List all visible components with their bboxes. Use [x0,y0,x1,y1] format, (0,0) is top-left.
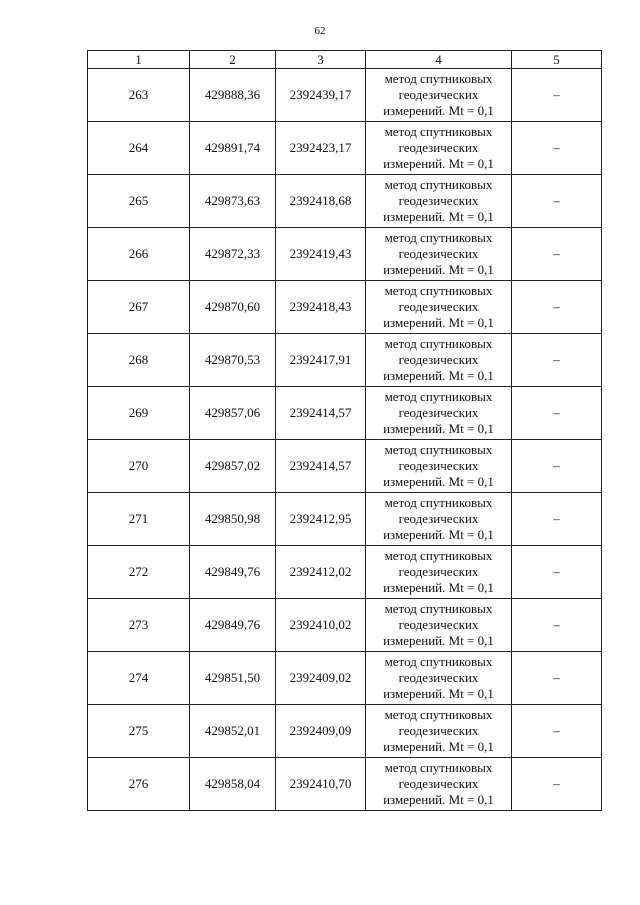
coordinates-table [87,50,602,811]
method-cell: метод спутниковых геодезических измерений. Mt = 0,1 [366,69,512,122]
x-coordinate-cell: 429858,04 [190,758,276,811]
method-cell: метод спутниковых геодезических измерений. Mt = 0,1 [366,546,512,599]
column-header-5: 5 [512,51,602,69]
note-cell: – [512,599,602,652]
method-cell: метод спутниковых геодезических измерений. Mt = 0,1 [366,758,512,811]
y-coordinate-cell: 2392417,91 [276,334,366,387]
note-cell: – [512,705,602,758]
point-number-cell: 271 [88,493,190,546]
y-coordinate-cell: 2392409,09 [276,705,366,758]
table-row [88,228,602,281]
x-coordinate-cell: 429850,98 [190,493,276,546]
point-number-cell: 269 [88,387,190,440]
y-coordinate-cell: 2392409,02 [276,652,366,705]
table-row [88,175,602,228]
y-coordinate-cell: 2392410,02 [276,599,366,652]
note-cell: – [512,546,602,599]
note-cell: – [512,228,602,281]
x-coordinate-cell: 429851,50 [190,652,276,705]
x-coordinate-cell: 429849,76 [190,546,276,599]
method-cell: метод спутниковых геодезических измерений. Mt = 0,1 [366,281,512,334]
point-number-cell: 264 [88,122,190,175]
point-number-cell: 268 [88,334,190,387]
x-coordinate-cell: 429873,63 [190,175,276,228]
x-coordinate-cell: 429872,33 [190,228,276,281]
method-cell: метод спутниковых геодезических измерений. Mt = 0,1 [366,652,512,705]
page-number: 62 [314,25,326,37]
method-cell: метод спутниковых геодезических измерений. Mt = 0,1 [366,334,512,387]
method-cell: метод спутниковых геодезических измерений. Mt = 0,1 [366,493,512,546]
x-coordinate-cell: 429857,06 [190,387,276,440]
note-cell: – [512,387,602,440]
table-row [88,334,602,387]
column-header-1: 1 [88,51,190,69]
method-cell: метод спутниковых геодезических измерений. Mt = 0,1 [366,705,512,758]
point-number-cell: 263 [88,69,190,122]
note-cell: – [512,175,602,228]
x-coordinate-cell: 429870,53 [190,334,276,387]
y-coordinate-cell: 2392412,95 [276,493,366,546]
y-coordinate-cell: 2392419,43 [276,228,366,281]
column-header-2: 2 [190,51,276,69]
method-cell: метод спутниковых геодезических измерений. Mt = 0,1 [366,440,512,493]
column-header-4: 4 [366,51,512,69]
table-row [88,758,602,811]
point-number-cell: 275 [88,705,190,758]
y-coordinate-cell: 2392418,68 [276,175,366,228]
note-cell: – [512,493,602,546]
table-row [88,387,602,440]
y-coordinate-cell: 2392439,17 [276,69,366,122]
y-coordinate-cell: 2392414,57 [276,440,366,493]
note-cell: – [512,334,602,387]
table-header-row [88,51,602,69]
table-row [88,652,602,705]
table-row [88,599,602,652]
x-coordinate-cell: 429852,01 [190,705,276,758]
y-coordinate-cell: 2392418,43 [276,281,366,334]
x-coordinate-cell: 429857,02 [190,440,276,493]
table-row [88,281,602,334]
x-coordinate-cell: 429891,74 [190,122,276,175]
method-cell: метод спутниковых геодезических измерений. Mt = 0,1 [366,122,512,175]
note-cell: – [512,758,602,811]
y-coordinate-cell: 2392412,02 [276,546,366,599]
note-cell: – [512,122,602,175]
x-coordinate-cell: 429849,76 [190,599,276,652]
column-header-3: 3 [276,51,366,69]
point-number-cell: 270 [88,440,190,493]
table-row [88,440,602,493]
note-cell: – [512,281,602,334]
table-row [88,546,602,599]
point-number-cell: 276 [88,758,190,811]
method-cell: метод спутниковых геодезических измерений. Mt = 0,1 [366,387,512,440]
point-number-cell: 274 [88,652,190,705]
y-coordinate-cell: 2392423,17 [276,122,366,175]
note-cell: – [512,69,602,122]
table-body [88,69,602,811]
note-cell: – [512,440,602,493]
point-number-cell: 265 [88,175,190,228]
method-cell: метод спутниковых геодезических измерений. Mt = 0,1 [366,175,512,228]
method-cell: метод спутниковых геодезических измерений. Mt = 0,1 [366,599,512,652]
y-coordinate-cell: 2392414,57 [276,387,366,440]
x-coordinate-cell: 429870,60 [190,281,276,334]
point-number-cell: 267 [88,281,190,334]
table-row [88,122,602,175]
table-row [88,69,602,122]
y-coordinate-cell: 2392410,70 [276,758,366,811]
point-number-cell: 273 [88,599,190,652]
table-row [88,493,602,546]
x-coordinate-cell: 429888,36 [190,69,276,122]
point-number-cell: 272 [88,546,190,599]
point-number-cell: 266 [88,228,190,281]
table-row [88,705,602,758]
note-cell: – [512,652,602,705]
method-cell: метод спутниковых геодезических измерений. Mt = 0,1 [366,228,512,281]
